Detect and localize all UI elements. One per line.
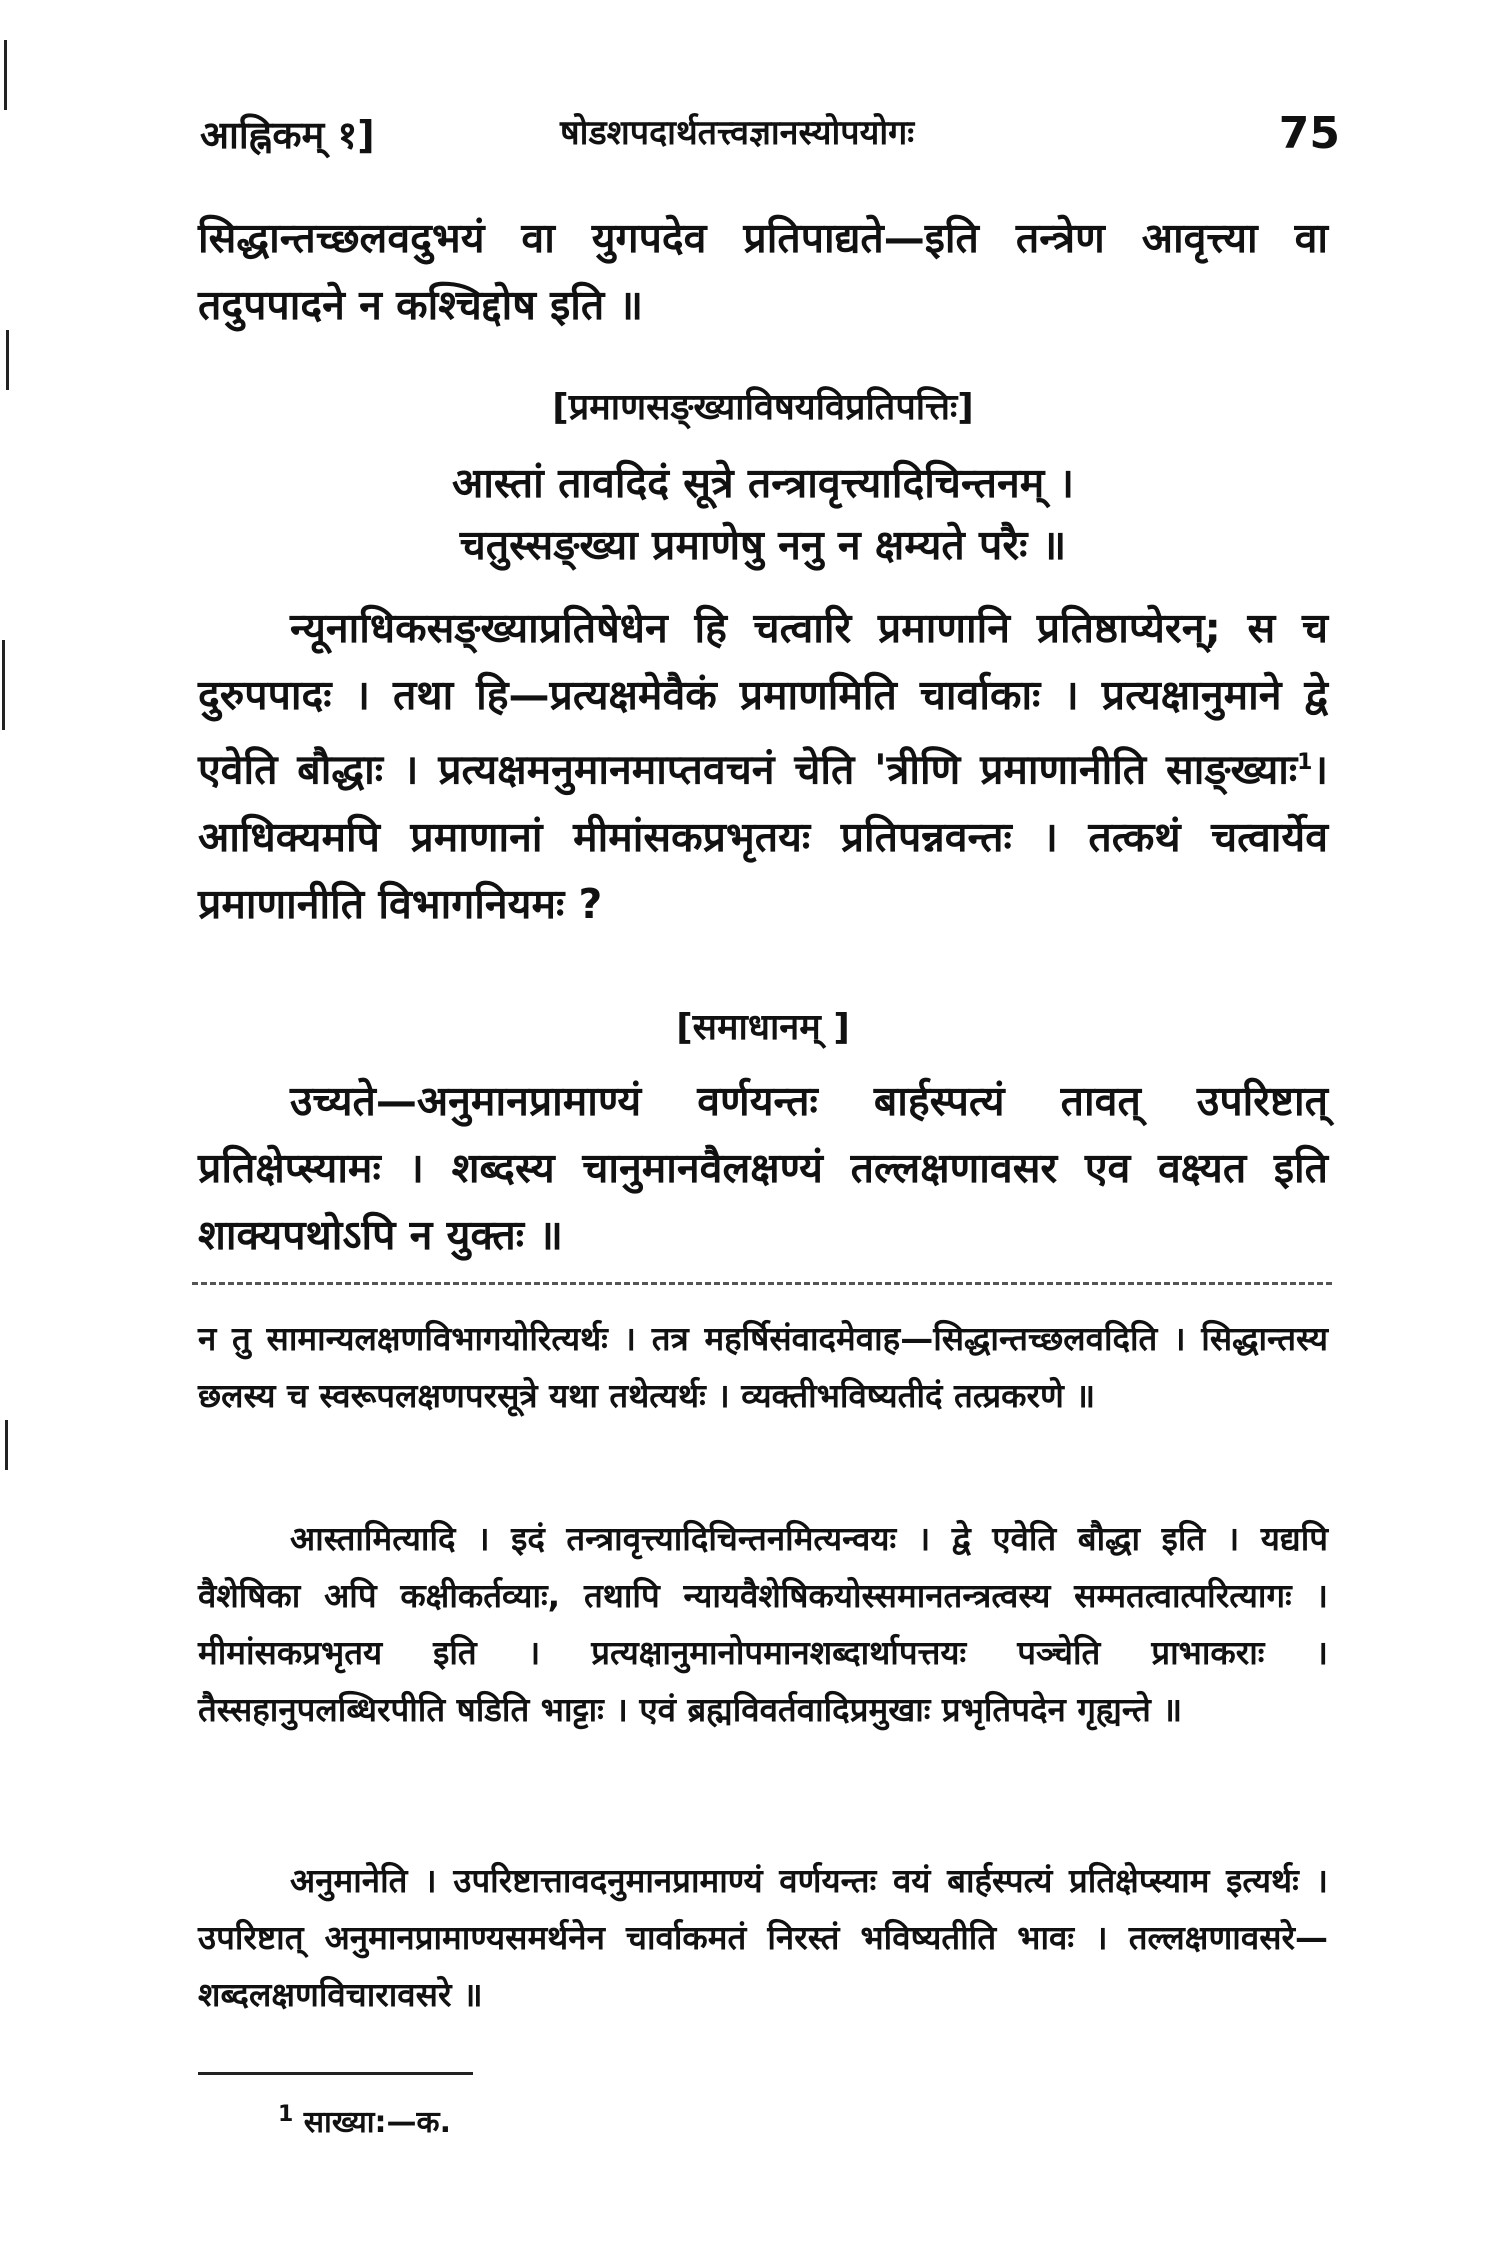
footnote-rule: [198, 2072, 473, 2075]
footnote-reference: 1: [1297, 750, 1313, 775]
section-heading-disagreement: [प्रमाणसङ्ख्याविषयविप्रतिपत्तिः]: [552, 387, 974, 428]
main-paragraph-3-block: [198, 1068, 1328, 1269]
footnote-text: साख्या:—क.: [303, 2105, 451, 2140]
verse-block: [198, 452, 1328, 576]
section-heading-resolution: [समाधानम् ]: [676, 1007, 850, 1048]
section-heading-block: [198, 998, 1328, 1058]
running-header-title: षोडशपदार्थतत्त्वज्ञानस्योपयोगः: [560, 113, 915, 153]
footnote: [278, 2100, 451, 2141]
main-paragraph-3: उच्यते—अनुमानप्रामाण्यं वर्णयन्तः बार्हस्पत्यं तावत् उपरिष्टात् प्रतिक्षेप्स्यामः । शब्दस्य चानुमानवैलक्षण्यं तल्लक्षणावसर एव वक्ष्यत इति शाक्यपथोऽपि न युक्तः ॥: [198, 1077, 1328, 1259]
footnote-marker: 1: [278, 2102, 294, 2127]
scan-edge-mark: [2, 640, 5, 730]
verse-line-2: चतुस्सङ्ख्या प्रमाणेषु ननु न क्षम्यते परैः ॥: [459, 521, 1067, 569]
main-paragraph-2-block: [198, 595, 1328, 938]
page-number: 75: [1278, 108, 1340, 159]
commentary-divider: [192, 1282, 1332, 1285]
paragraph-2-text-a: न्यूनाधिकसङ्ख्याप्रतिषेधेन हि चत्वारि प्रमाणानि प्रतिष्ठाप्येरन्; स च दुरुपपादः । तथा हि—प्रत्यक्षमेवैकं प्रमाणमिति चार्वाकाः । प्रत्यक्षानुमाने द्वे एवेति बौद्धाः । प्रत्यक्षमनुमानमाप्तवचनं चेति 'त्रीणि प्रमाणानीति साङ्ख्याः: [198, 604, 1328, 794]
scan-edge-mark: [6, 330, 9, 390]
commentary-block-2: [198, 1510, 1328, 1738]
commentary-block-1: [198, 1310, 1328, 1424]
running-header-chapter: आह्निकम् १]: [200, 113, 375, 157]
verse-line-1: आस्तां तावदिदं सूत्रे तन्त्रावृत्त्यादिचिन्तनम् ।: [451, 459, 1075, 507]
commentary-paragraph-2: आस्तामित्यादि । इदं तन्त्रावृत्त्यादिचिन्तनमित्यन्वयः । द्वे एवेति बौद्धा इति । यद्यपि वैशेषिका अपि कक्षीकर्तव्याः, तथापि न्यायवैशेषिकयोस्समानतन्त्रत्वस्य सम्मतत्वात्परित्यागः । मीमांसकप्रभृतय इति । प्रत्यक्षानुमानोपमानशब्दार्थापत्तयः पञ्चेति प्राभाकराः । तैस्सहानुपलब्धिरपीति षडिति भाट्टाः । एवं ब्रह्मविवर्तवादिप्रमुखाः प्रभृतिपदेन गृह्यन्ते ॥: [198, 1519, 1328, 1729]
commentary-paragraph-1: न तु सामान्यलक्षणविभागयोरित्यर्थः । तत्र महर्षिसंवादमेवाह—सिद्धान्तच्छलवदिति । सिद्धान्तस्य छलस्य च स्वरूपलक्षणपरसूत्रे यथा तथेत्यर्थः । व्यक्तीभविष्यतीदं तत्प्रकरणे ॥: [198, 1319, 1328, 1415]
scan-edge-mark: [4, 40, 7, 110]
main-paragraph-2: [198, 595, 1328, 938]
commentary-paragraph-3: अनुमानेति । उपरिष्टात्तावदनुमानप्रामाण्यं वर्णयन्तः वयं बार्हस्पत्यं प्रतिक्षेप्स्याम इत्यर्थः । उपरिष्टात् अनुमानप्रामाण्यसमर्थनेन चार्वाकमतं निरस्तं भविष्यतीति भावः । तल्लक्षणावसरे—शब्दलक्षणविचारावसरे ॥: [198, 1861, 1328, 2014]
main-text: [198, 205, 1328, 339]
commentary-block-3: [198, 1852, 1328, 2023]
main-paragraph-1: सिद्धान्तच्छलवदुभयं वा युगपदेव प्रतिपाद्यते—इति तन्त्रेण आवृत्त्या वा तदुपपादने न कश्चिद्दोष इति ॥: [198, 214, 1328, 329]
section-heading-block: [198, 378, 1328, 438]
scan-edge-mark: [5, 1420, 8, 1470]
paragraph-2-text-b: । आधिक्यमपि प्रमाणानां मीमांसकप्रभृतयः प्रतिपन्नवन्तः । तत्कथं चत्वार्येव प्रमाणानीति विभागनियमः ?: [198, 745, 1328, 928]
